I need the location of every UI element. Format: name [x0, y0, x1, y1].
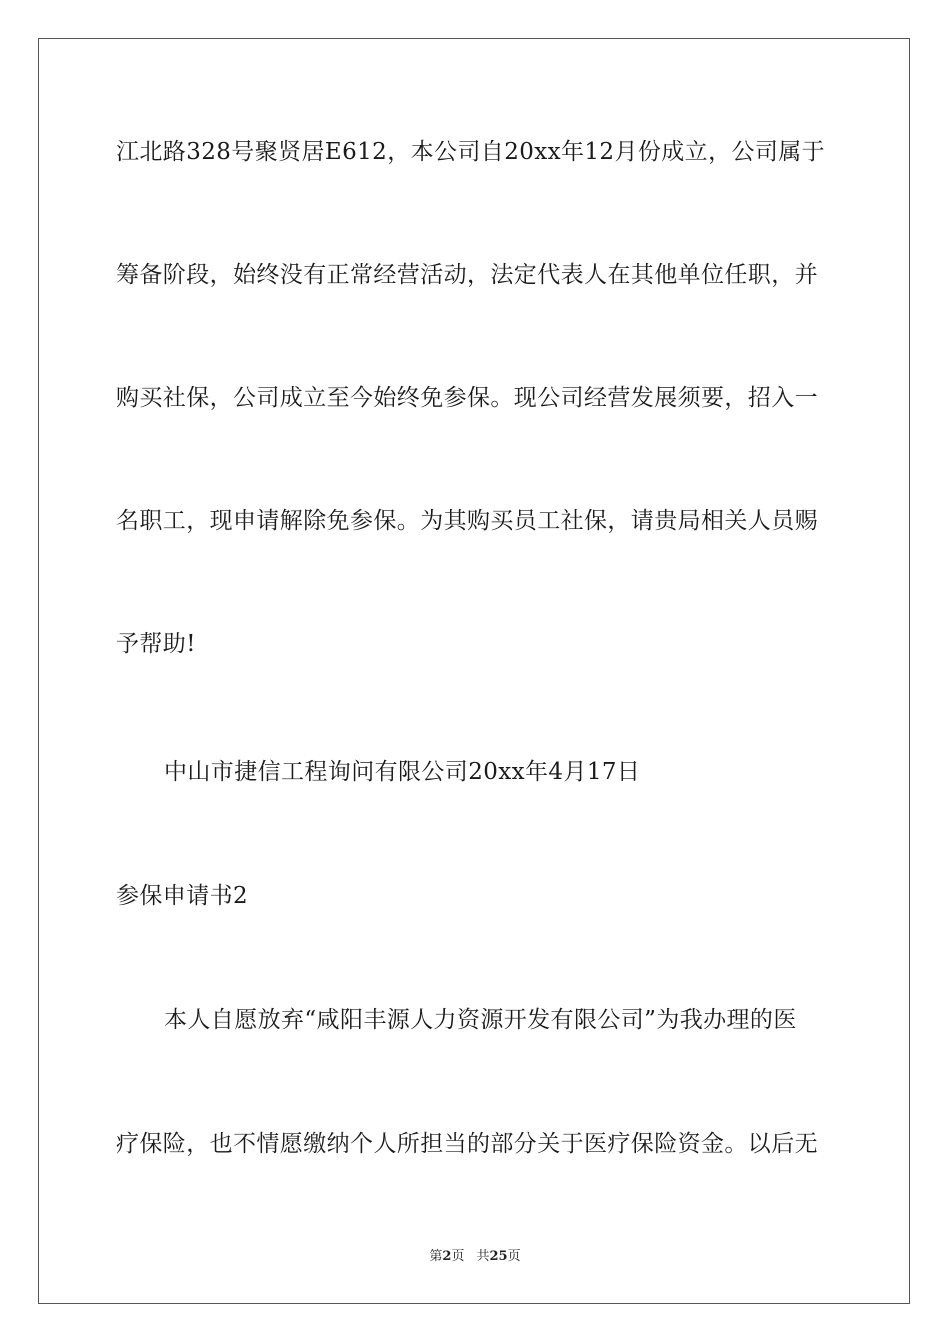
page-footer [0, 1248, 950, 1266]
total-pages: 25 [489, 1249, 508, 1264]
page-number: 2 [442, 1249, 452, 1264]
body-line-8: 本人自愿放弃“咸阳丰源人力资源开发有限公司”为我办理的医 [164, 1007, 797, 1033]
page-frame [38, 38, 910, 1304]
body-line-3: 购买社保，公司成立至今始终免参保。现公司经营发展须要，招入一 [116, 385, 818, 411]
total-suffix: 页 [507, 1249, 521, 1264]
body-line-1: 江北路328号聚贤居E612，本公司自20xx年12月份成立，公司属于 [116, 139, 826, 165]
section-heading: 参保申请书2 [116, 883, 249, 909]
total-prefix: 共 [476, 1249, 490, 1264]
page-prefix: 第 [429, 1249, 443, 1264]
page-suffix: 页 [451, 1249, 465, 1264]
body-line-4: 名职工，现申请解除免参保。为其购买员工社保，请贵局相关人员赐 [116, 508, 818, 534]
body-line-2: 筹备阶段，始终没有正常经营活动，法定代表人在其他单位任职，并 [116, 262, 818, 288]
signature-line: 中山市捷信工程询问有限公司20xx年4月17日 [164, 759, 641, 785]
body-line-5: 予帮助! [116, 631, 196, 657]
body-line-9: 疗保险，也不情愿缴纳个人所担当的部分关于医疗保险资金。以后无 [116, 1131, 818, 1157]
